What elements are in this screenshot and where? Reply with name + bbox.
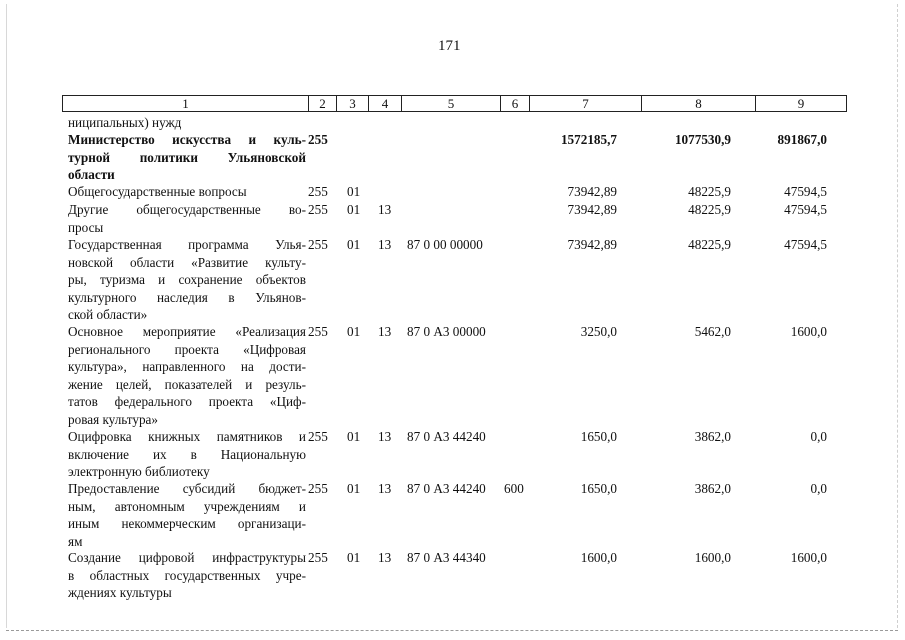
cell-amount-col7: 73942,89 xyxy=(567,184,617,199)
description-line: электронную библиотеку xyxy=(68,464,210,480)
cell-code: 255 xyxy=(308,184,328,199)
row-description xyxy=(68,236,306,324)
row-description xyxy=(68,131,306,184)
cell-section: 01 xyxy=(347,481,361,496)
cell-amount-col7: 73942,89 xyxy=(567,237,617,252)
description-line: культурного наследия в Ульянов- xyxy=(68,289,306,305)
row-description xyxy=(68,183,306,201)
cell-target-article: 87 0 А3 44340 xyxy=(407,550,486,565)
description-line: просы xyxy=(68,219,104,235)
cell-amount-col7: 73942,89 xyxy=(567,202,617,217)
cell-code: 255 xyxy=(308,550,328,565)
cell-amount-col9: 47594,5 xyxy=(784,184,827,199)
cell-subsection: 13 xyxy=(378,481,392,496)
row-description xyxy=(68,323,306,429)
description-line: ской области» xyxy=(68,307,148,323)
cell-amount-col8: 48225,9 xyxy=(688,202,731,217)
description-line: области xyxy=(68,167,115,183)
cell-section: 01 xyxy=(347,429,361,444)
description-line: культура», направленного на дости- xyxy=(68,359,306,375)
cell-target-article: 87 0 А3 44240 xyxy=(407,481,486,496)
description-line: ным, автономным учреждениям и xyxy=(68,498,306,514)
cell-expense-type: 600 xyxy=(504,481,524,496)
cell-amount-col7: 3250,0 xyxy=(580,324,617,339)
row-description xyxy=(68,428,306,481)
cell-subsection: 13 xyxy=(378,202,392,217)
header-col-1: 1 xyxy=(63,96,309,111)
cell-amount-col9: 0,0 xyxy=(810,429,827,444)
description-line: иным некоммерческим организаци- xyxy=(68,516,306,532)
cell-amount-col7: 1600,0 xyxy=(580,550,617,565)
cell-subsection: 13 xyxy=(378,237,392,252)
cell-subsection: 13 xyxy=(378,324,392,339)
cell-amount-col9: 1600,0 xyxy=(790,324,827,339)
header-col-9: 9 xyxy=(797,96,805,111)
description-line: Основное мероприятие «Реализация xyxy=(68,324,306,339)
cell-code: 255 xyxy=(308,237,328,252)
header-col-5: 5 xyxy=(402,96,501,111)
header-col-2: 2 xyxy=(309,96,337,111)
header-col-6: 6 xyxy=(501,96,530,111)
header-col-4: 4 xyxy=(369,96,402,111)
cell-section: 01 xyxy=(347,184,361,199)
cell-amount-col9: 47594,5 xyxy=(784,237,827,252)
cell-amount-col8: 48225,9 xyxy=(688,184,731,199)
budget-table xyxy=(62,95,847,601)
cell-amount-col8: 3862,0 xyxy=(694,481,731,496)
description-line: регионального проекта «Цифровая xyxy=(68,341,306,357)
description-line: Другие общегосударственные во- xyxy=(68,202,306,217)
cell-subsection: 13 xyxy=(378,429,392,444)
cell-amount-col7: 1650,0 xyxy=(580,429,617,444)
row-description xyxy=(68,480,306,550)
description-line: ям xyxy=(68,533,83,549)
cell-target-article: 87 0 00 00000 xyxy=(407,237,483,252)
cell-amount-col8: 5462,0 xyxy=(694,324,731,339)
cell-amount-col8: 1600,0 xyxy=(694,550,731,565)
cell-code: 255 xyxy=(308,202,328,217)
cell-section: 01 xyxy=(347,324,361,339)
description-line: Создание цифровой инфраструктуры xyxy=(68,550,306,565)
table-header-row xyxy=(62,95,847,112)
cell-amount-col9: 891867,0 xyxy=(777,132,827,147)
continuation-text: ниципальных) нужд xyxy=(68,115,182,130)
description-line: Предоставление субсидий бюджет- xyxy=(68,481,306,496)
cell-section: 01 xyxy=(347,550,361,565)
description-line: турной политики Ульяновской xyxy=(68,149,306,165)
cell-amount-col8: 3862,0 xyxy=(694,429,731,444)
cell-amount-col7: 1572185,7 xyxy=(560,132,617,147)
row-description xyxy=(68,549,306,602)
description-line: ждениях культуры xyxy=(68,585,172,601)
cell-target-article: 87 0 А3 44240 xyxy=(407,429,486,444)
cell-amount-col8: 48225,9 xyxy=(688,237,731,252)
cell-section: 01 xyxy=(347,237,361,252)
cell-section: 01 xyxy=(347,202,361,217)
description-line: жение целей, показателей и резуль- xyxy=(68,376,306,392)
cell-code: 255 xyxy=(308,324,328,339)
description-line: включение их в Национальную xyxy=(68,446,306,462)
cell-code: 255 xyxy=(308,429,328,444)
description-line: Общегосударственные вопросы xyxy=(68,184,247,199)
description-line: ровая культура» xyxy=(68,411,159,427)
cell-code: 255 xyxy=(308,481,328,496)
description-line: Государственная программа Улья- xyxy=(68,237,306,252)
cell-subsection: 13 xyxy=(378,550,392,565)
cell-code: 255 xyxy=(308,132,328,147)
cell-target-article: 87 0 А3 00000 xyxy=(407,324,486,339)
description-line: в областных государственных учре- xyxy=(68,567,306,583)
cell-amount-col9: 1600,0 xyxy=(790,550,827,565)
description-line: татов федерального проекта «Циф- xyxy=(68,394,306,410)
cell-amount-col9: 47594,5 xyxy=(784,202,827,217)
cell-amount-col9: 0,0 xyxy=(810,481,827,496)
description-line: новской области «Развитие культу- xyxy=(68,254,306,270)
header-col-3: 3 xyxy=(337,96,369,111)
page-number: 171 xyxy=(438,38,461,54)
row-description xyxy=(68,201,306,236)
header-col-7: 7 xyxy=(530,96,642,111)
page-bottom-edge xyxy=(6,630,898,631)
header-col-8: 8 xyxy=(642,96,756,111)
cell-amount-col7: 1650,0 xyxy=(580,481,617,496)
description-line: Оцифровка книжных памятников и xyxy=(68,429,306,444)
description-line: ры, туризма и сохранение объектов xyxy=(68,272,306,288)
cell-amount-col8: 1077530,9 xyxy=(674,132,731,147)
description-line: Министерство искусства и куль- xyxy=(68,132,306,147)
